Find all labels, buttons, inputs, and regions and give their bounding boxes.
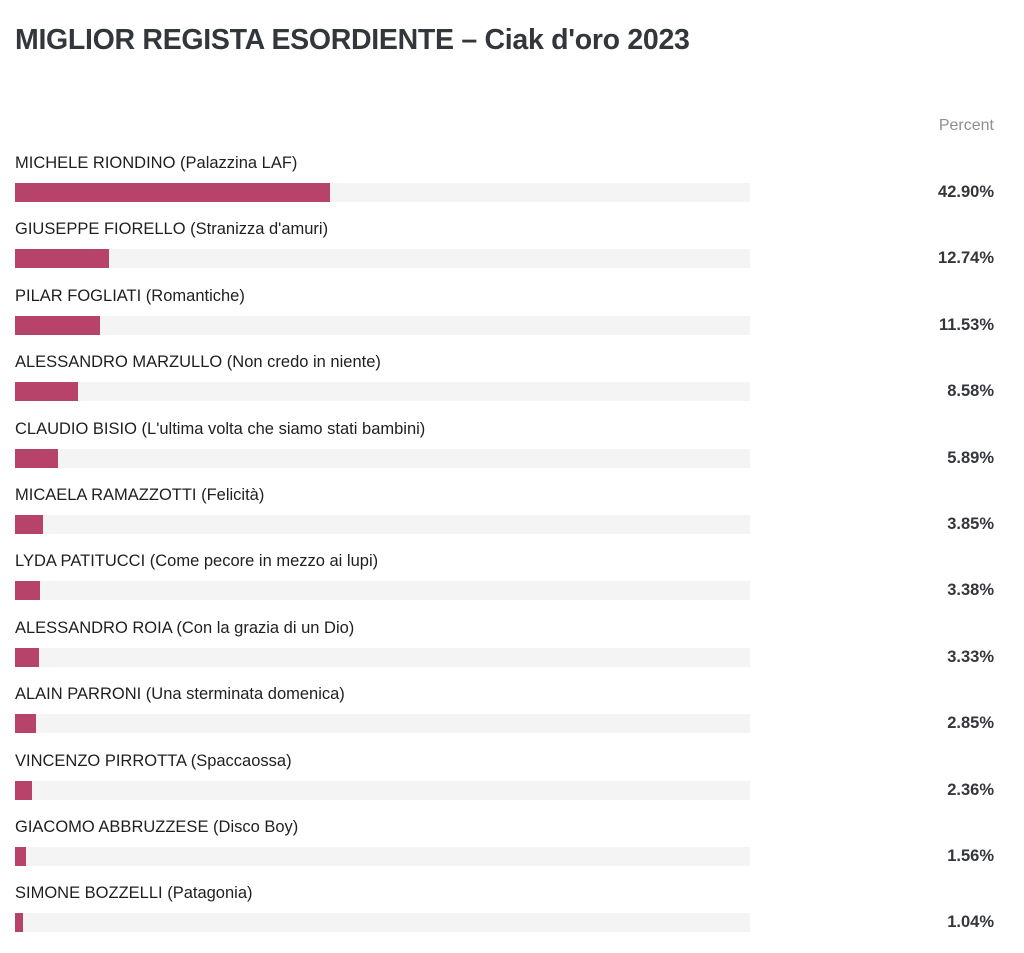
chart-title: MIGLIOR REGISTA ESORDIENTE – Ciak d'oro 2023 [15, 24, 690, 56]
bar [15, 382, 78, 401]
bar-label: ALESSANDRO ROIA (Con la grazia di un Dio) [15, 618, 355, 637]
bar-value-label: 3.85% [947, 515, 994, 533]
percent-column-header: Percent [938, 117, 994, 134]
bar [15, 648, 39, 667]
bar-track [15, 714, 750, 733]
bar-track [15, 781, 750, 800]
bar-row [0, 287, 1024, 353]
bar-label: MICHELE RIONDINO (Palazzina LAF) [15, 154, 298, 172]
bar-row [0, 154, 1024, 220]
bar-label: VINCENZO PIRROTTA (Spaccaossa) [15, 751, 292, 770]
bar-value-label: 5.89% [947, 448, 994, 467]
bar [15, 183, 330, 202]
bar-value-label: 3.33% [947, 647, 994, 666]
bar [15, 847, 26, 866]
bar-track [15, 316, 750, 335]
bar-value-label: 2.36% [947, 780, 994, 799]
bar-row [0, 420, 1024, 486]
bar-row [0, 884, 1024, 950]
bar-row [0, 220, 1024, 286]
bar-value-label: 8.58% [947, 382, 994, 401]
bar-row [0, 486, 1024, 552]
bar [15, 581, 40, 600]
bar-value-label: 1.56% [947, 847, 994, 865]
bar-track [15, 648, 750, 667]
bar [15, 913, 23, 932]
bar-value-label: 2.85% [947, 714, 994, 733]
bar-row [0, 552, 1024, 618]
bar-row [0, 818, 1024, 884]
bar-row [0, 685, 1024, 751]
bar-track [15, 449, 750, 468]
bar-label: SIMONE BOZZELLI (Patagonia) [15, 884, 253, 903]
bar-track [15, 581, 750, 600]
bar-track [15, 847, 750, 866]
bar-value-label: 42.90% [938, 183, 994, 201]
bar-label: ALAIN PARRONI (Una sterminata domenica) [15, 685, 345, 704]
bar-label: LYDA PATITUCCI (Come pecore in mezzo ai lupi) [15, 552, 379, 571]
bar-row [0, 752, 1024, 818]
bar [15, 316, 100, 335]
bar-value-label: 1.04% [947, 913, 994, 932]
bar-value-label: 11.53% [938, 315, 994, 334]
bar [15, 249, 109, 268]
bar-label: MICAELA RAMAZZOTTI (Felicità) [15, 486, 265, 504]
bar [15, 515, 43, 534]
bar-row [0, 619, 1024, 685]
bar [15, 714, 36, 733]
bar-label: PILAR FOGLIATI (Romantiche) [15, 286, 245, 305]
bar [15, 781, 32, 800]
bar-label: GIACOMO ABBRUZZESE (Disco Boy) [15, 818, 299, 836]
bar-label: CLAUDIO BISIO (L'ultima volta che siamo stati bambini) [15, 419, 426, 438]
bar-label: ALESSANDRO MARZULLO (Non credo in niente) [15, 353, 381, 372]
bar-track [15, 382, 750, 401]
bar-row [0, 353, 1024, 419]
bar-label: GIUSEPPE FIORELLO (Stranizza d'amuri) [15, 220, 329, 239]
bar-track [15, 913, 750, 932]
bar-track [15, 515, 750, 534]
bar-value-label: 3.38% [947, 581, 994, 600]
bar-track [15, 183, 750, 202]
bar [15, 449, 58, 468]
bar-track [15, 249, 750, 268]
bar-value-label: 12.74% [938, 249, 994, 268]
